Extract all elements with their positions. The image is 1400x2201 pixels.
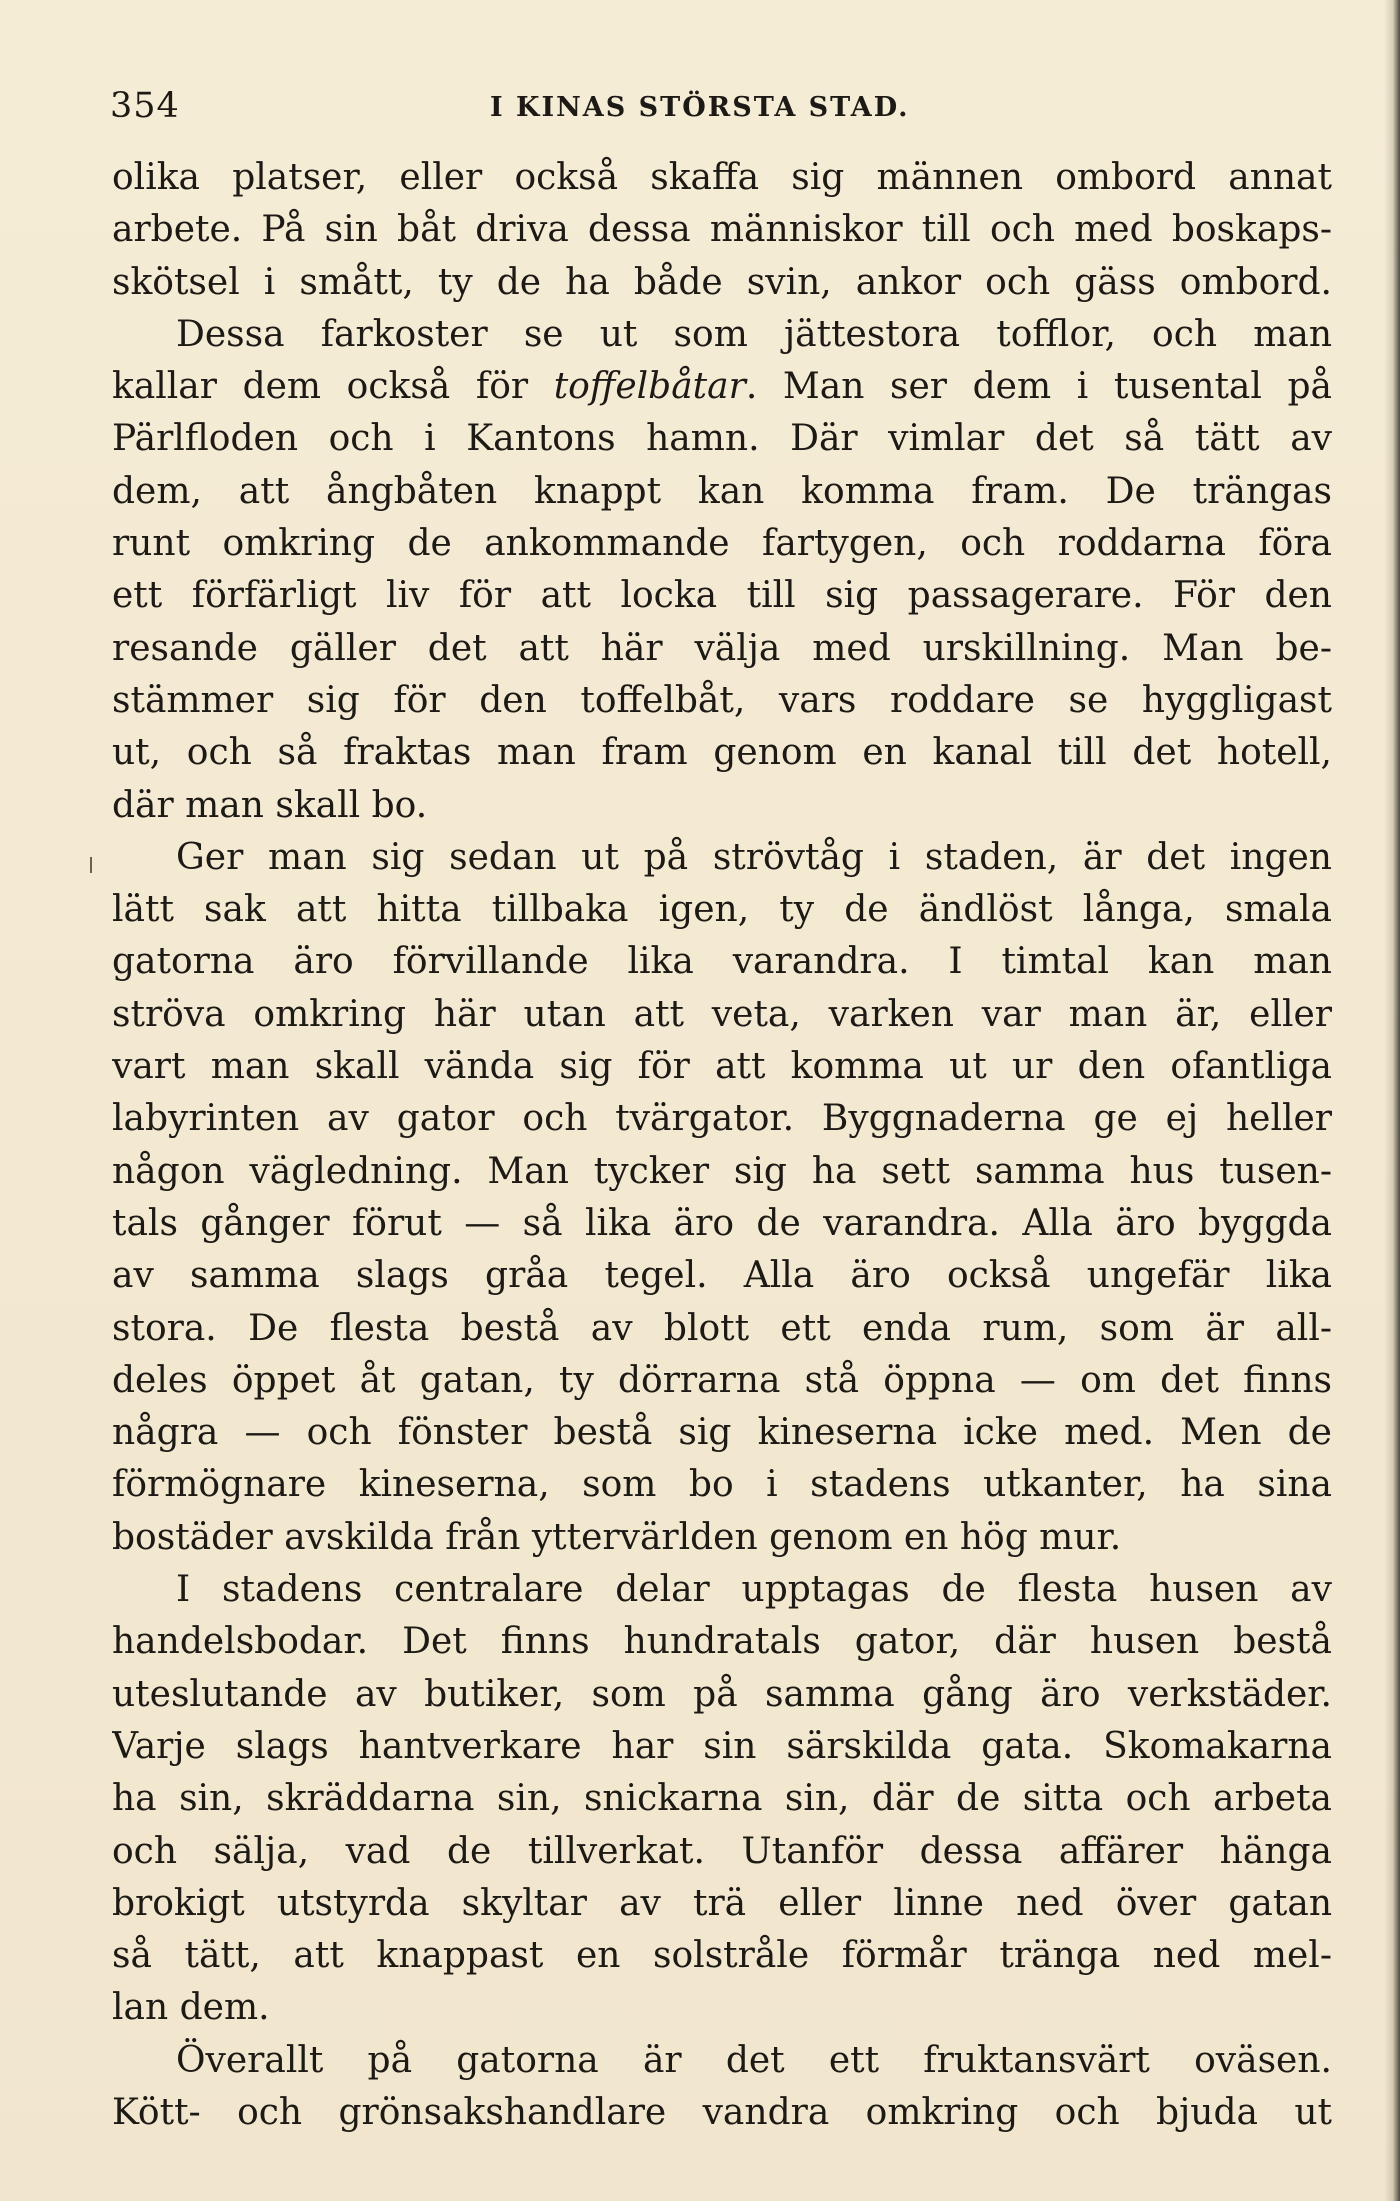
text-line-with-italic [112, 361, 1332, 413]
text-line: gatorna äro förvillande lika varandra. I timtal kan man [112, 941, 1332, 983]
text-line: någon vägledning. Man tycker sig ha sett samma hus tusen- [112, 1150, 1332, 1192]
text-line: bostäder avskilda från yttervärlden genom en hög mur. [112, 1516, 1122, 1558]
text-line: stämmer sig för den toffelbåt, vars roddare se hyggligast [112, 679, 1332, 721]
text-line: labyrinten av gator och tvärgator. Byggnaderna ge ej heller [112, 1098, 1332, 1140]
text-line: Överallt på gatorna är det ett fruktansvärt oväsen. [176, 2039, 1332, 2081]
page-header [110, 76, 1340, 136]
text-line: uteslutande av butiker, som på samma gång äro verkstäder. [112, 1673, 1332, 1715]
page-edge-shadow [1384, 0, 1400, 2201]
italic-term: toffelbåtar [553, 366, 746, 408]
text-line: ströva omkring här utan att veta, varken var man är, eller [112, 993, 1332, 1035]
text-line: lätt sak att hitta tillbaka igen, ty de ändlöst långa, smala [112, 889, 1332, 931]
text-line: stora. De flesta bestå av blott ett enda rum, som är all- [112, 1307, 1332, 1349]
text-line: förmögnare kineserna, som bo i stadens utkanter, ha sina [112, 1464, 1332, 1506]
text-line: deles öppet åt gatan, ty dörrarna stå öppna — om det finns [112, 1359, 1332, 1401]
text-line: ha sin, skräddarna sin, snickarna sin, där de sitta och arbeta [112, 1778, 1332, 1820]
text-line: runt omkring de ankommande fartygen, och roddarna föra [112, 523, 1332, 565]
text-line: arbete. På sin båt driva dessa människor till och med boskaps- [112, 209, 1332, 251]
text-line: I stadens centralare delar upptagas de flesta husen av [176, 1569, 1332, 1611]
text-line: Dessa farkoster se ut som jättestora tofflor, och man [176, 313, 1332, 355]
text-segment: . Man ser dem i tusental på [745, 366, 1332, 408]
text-line: olika platser, eller också skaffa sig männen ombord annat [112, 157, 1332, 198]
text-line: några — och fönster bestå sig kineserna icke med. Men de [112, 1412, 1332, 1454]
text-line: Ger man sig sedan ut på strövtåg i staden, är det ingen [176, 836, 1332, 878]
body-text [112, 152, 1332, 2139]
text-line: dem, att ångbåten knappt kan komma fram. De trängas [112, 470, 1332, 512]
text-line: tals gånger förut — så lika äro de varandra. Alla äro byggda [112, 1202, 1332, 1244]
text-line: lan dem. [112, 1987, 270, 2029]
text-line: och sälja, vad de tillverkat. Utanför dessa affärer hänga [112, 1830, 1332, 1872]
text-line: av samma slags gråa tegel. Alla äro också ungefär lika [112, 1255, 1332, 1297]
margin-mark [90, 857, 92, 873]
text-line: skötsel i smått, ty de ha både svin, ankor och gäss ombord. [112, 261, 1332, 303]
text-line: Pärlfloden och i Kantons hamn. Där vimlar det så tätt av [112, 418, 1332, 460]
text-line: Varje slags hantverkare har sin särskilda gata. Skomakarna [112, 1725, 1332, 1767]
text-line: vart man skall vända sig för att komma ut ur den ofantliga [112, 1046, 1332, 1088]
text-line: ett förfärligt liv för att locka till sig passagerare. För den [112, 575, 1332, 617]
text-line: så tätt, att knappast en solstråle förmår tränga ned mel- [112, 1935, 1332, 1977]
text-line: resande gäller det att här välja med urskillning. Man be- [112, 627, 1332, 669]
text-line: brokigt utstyrda skyltar av trä eller linne ned över gatan [112, 1882, 1332, 1924]
text-line: ut, och så fraktas man fram genom en kanal till det hotell, [112, 732, 1332, 774]
running-head: I KINAS STÖRSTA STAD. [490, 92, 910, 123]
text-line: Kött- och grönsakshandlare vandra omkring och bjuda ut [112, 2091, 1332, 2133]
text-line: där man skall bo. [112, 784, 428, 826]
text-segment: kallar dem också för [112, 366, 554, 408]
page-number: 354 [110, 86, 180, 126]
text-line: handelsbodar. Det finns hundratals gator, där husen bestå [112, 1621, 1332, 1663]
